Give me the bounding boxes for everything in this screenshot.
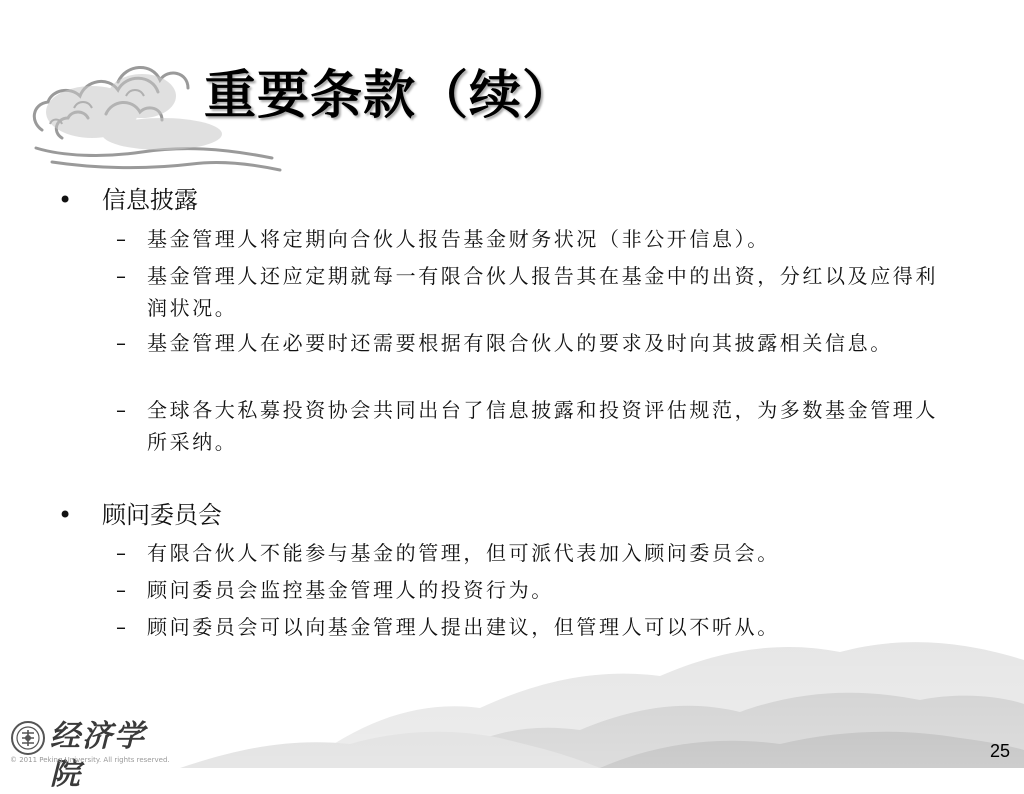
sub-text: 基金管理人还应定期就每一有限合伙人报告其在基金中的出资，分红以及应得利润状况。 — [147, 264, 938, 320]
sub-dash: – — [116, 398, 126, 422]
sub-text: 顾问委员会可以向基金管理人提出建议，但管理人可以不听从。 — [147, 615, 780, 639]
bullet-dot: • — [58, 501, 73, 529]
sub-dash: – — [116, 578, 126, 602]
sub-dash: – — [116, 227, 126, 251]
page-number: 25 — [989, 741, 1010, 761]
sub-dash: – — [116, 264, 126, 288]
sub-text: 全球各大私募投资协会共同出台了信息披露和投资评估规范，为多数基金管理人所采纳。 — [147, 398, 938, 454]
sub-dash: – — [116, 541, 126, 565]
sub-dash: – — [116, 615, 126, 639]
university-seal-icon — [10, 720, 46, 756]
sub-text: 基金管理人在必要时还需要根据有限合伙人的要求及时向其披露相关信息。 — [147, 331, 893, 355]
copyright-notice: © 2011 Peking University. All rights reserved. — [10, 756, 170, 764]
slide-title: 重要条款（续） — [204, 66, 576, 126]
logo-text: 经济学院 — [50, 719, 146, 792]
sub-text: 顾问委员会监控基金管理人的投资行为。 — [147, 578, 554, 602]
sub-text: 有限合伙人不能参与基金的管理，但可派代表加入顾问委员会。 — [147, 541, 780, 565]
bullet-heading: 信息披露 — [102, 186, 198, 214]
sub-dash: – — [116, 331, 126, 355]
bullet-dot: • — [58, 186, 73, 214]
bullet-heading: 顾问委员会 — [102, 501, 222, 529]
sub-text: 基金管理人将定期向合伙人报告基金财务状况（非公开信息）。 — [147, 227, 770, 251]
